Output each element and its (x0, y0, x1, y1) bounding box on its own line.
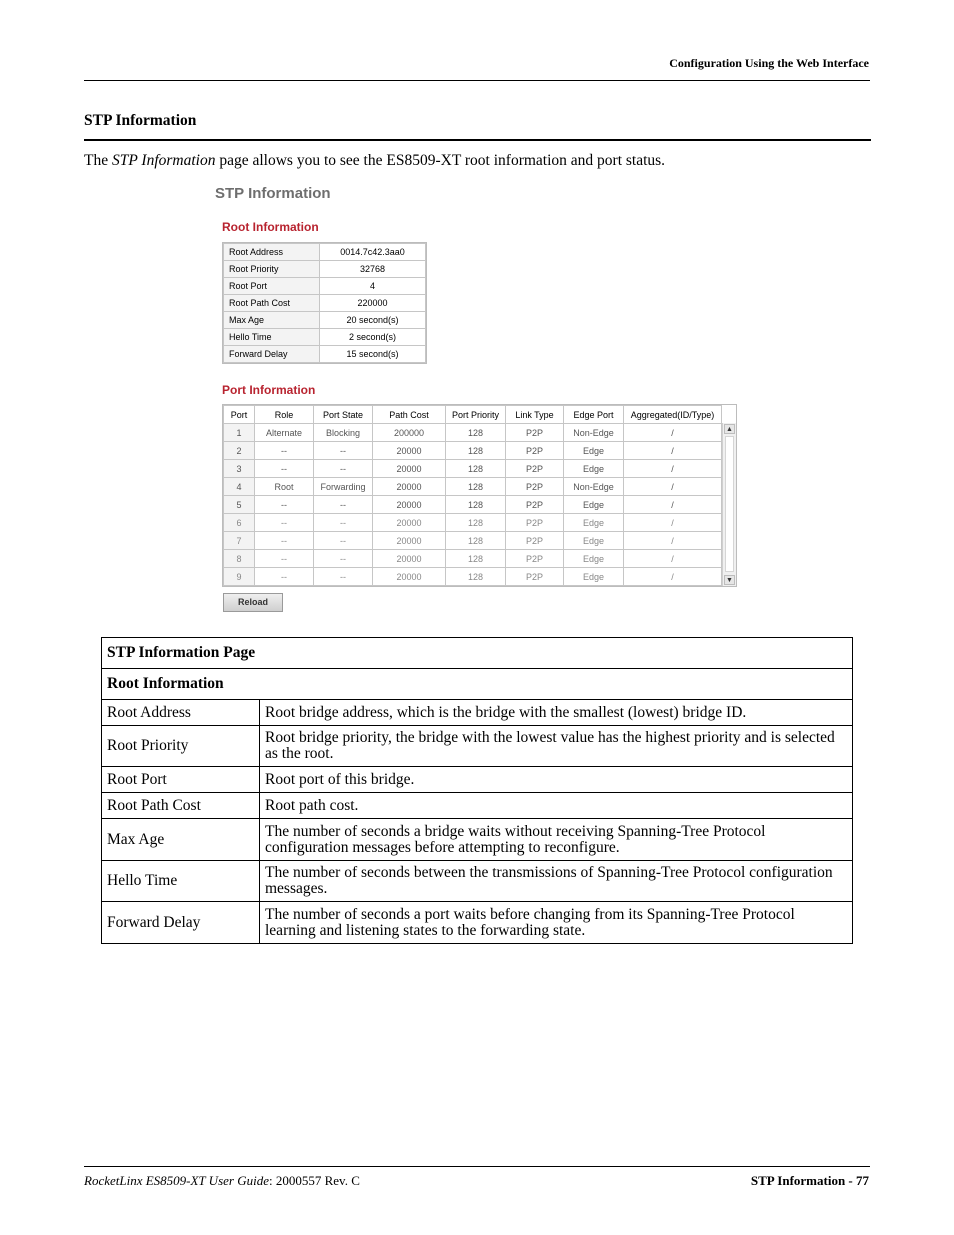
desc-row (102, 700, 853, 726)
port-cell: 20000 (373, 496, 446, 514)
root-info-label: Root Priority (224, 261, 320, 278)
port-cell: Edge (564, 568, 624, 586)
port-cell: -- (314, 442, 373, 460)
port-col-header: Port (224, 406, 255, 424)
port-cell: 128 (446, 478, 506, 496)
port-cell: -- (255, 550, 314, 568)
port-cell: -- (314, 496, 373, 514)
port-cell: 128 (446, 424, 506, 442)
port-table-scrollbar[interactable] (722, 423, 736, 586)
port-cell: -- (314, 532, 373, 550)
port-row (224, 460, 722, 478)
port-cell: P2P (506, 496, 564, 514)
port-cell: P2P (506, 424, 564, 442)
port-cell: P2P (506, 478, 564, 496)
scroll-down-arrow-icon[interactable]: ▼ (724, 575, 735, 585)
port-row (224, 478, 722, 496)
port-cell: Edge (564, 550, 624, 568)
root-info-value: 20 second(s) (320, 312, 426, 329)
desc-row (102, 819, 853, 861)
desc-row (102, 793, 853, 819)
footer-guide (84, 1173, 360, 1189)
port-cell: 20000 (373, 514, 446, 532)
desc-row (102, 902, 853, 944)
desc-table-subtitle: Root Information (102, 669, 853, 700)
desc-text: The number of seconds between the transmissions of Spanning-Tree Protocol configuration messages. (260, 861, 853, 902)
port-cell: 128 (446, 568, 506, 586)
port-number-cell: 6 (224, 514, 255, 532)
port-row (224, 550, 722, 568)
port-cell: P2P (506, 514, 564, 532)
port-cell: Blocking (314, 424, 373, 442)
port-cell: / (624, 460, 722, 478)
desc-term: Root Port (102, 767, 260, 793)
scroll-thumb[interactable] (725, 436, 734, 572)
intro-paragraph (84, 152, 665, 170)
intro-prefix: The (84, 152, 112, 169)
port-cell: Forwarding (314, 478, 373, 496)
desc-row (102, 726, 853, 767)
desc-term: Root Path Cost (102, 793, 260, 819)
root-info-value: 0014.7c42.3aa0 (320, 244, 426, 261)
port-cell: 128 (446, 442, 506, 460)
desc-term: Max Age (102, 819, 260, 861)
port-cell: / (624, 550, 722, 568)
ui-page-title: STP Information (215, 185, 331, 202)
port-cell: Edge (564, 532, 624, 550)
root-info-label: Root Port (224, 278, 320, 295)
port-cell: 20000 (373, 532, 446, 550)
port-cell: P2P (506, 568, 564, 586)
root-info-value: 2 second(s) (320, 329, 426, 346)
port-number-cell: 5 (224, 496, 255, 514)
scroll-up-arrow-icon[interactable]: ▲ (724, 424, 735, 434)
port-cell: Non-Edge (564, 478, 624, 496)
footer-guide-title: RocketLinx ES8509-XT User Guide (84, 1173, 269, 1188)
description-table (101, 637, 853, 944)
port-cell: P2P (506, 442, 564, 460)
port-cell: 20000 (373, 568, 446, 586)
port-cell: 20000 (373, 478, 446, 496)
port-cell: 20000 (373, 550, 446, 568)
port-cell: 200000 (373, 424, 446, 442)
port-number-cell: 1 (224, 424, 255, 442)
port-row (224, 532, 722, 550)
port-col-header: Path Cost (373, 406, 446, 424)
root-info-row (224, 312, 426, 329)
root-info-label: Root Path Cost (224, 295, 320, 312)
port-cell: Edge (564, 460, 624, 478)
port-cell: Edge (564, 496, 624, 514)
desc-term: Root Address (102, 700, 260, 726)
port-cell: -- (314, 514, 373, 532)
desc-table-title: STP Information Page (102, 638, 853, 669)
root-info-row (224, 329, 426, 346)
desc-text: Root bridge priority, the bridge with the lowest value has the highest priority and is selected as the root. (260, 726, 853, 767)
port-cell: -- (255, 496, 314, 514)
root-info-label: Max Age (224, 312, 320, 329)
intro-suffix: page allows you to see the ES8509-XT root information and port status. (215, 152, 666, 169)
port-cell: / (624, 568, 722, 586)
port-cell: P2P (506, 532, 564, 550)
port-cell: Root (255, 478, 314, 496)
port-cell: -- (255, 514, 314, 532)
port-cell: P2P (506, 460, 564, 478)
port-cell: 20000 (373, 442, 446, 460)
port-row (224, 424, 722, 442)
port-cell: / (624, 424, 722, 442)
port-number-cell: 4 (224, 478, 255, 496)
root-info-row (224, 278, 426, 295)
port-cell: -- (314, 568, 373, 586)
root-info-label: Root Address (224, 244, 320, 261)
port-col-header: Role (255, 406, 314, 424)
root-info-value: 4 (320, 278, 426, 295)
desc-text: Root path cost. (260, 793, 853, 819)
root-info-heading: Root Information (222, 220, 319, 234)
port-cell: / (624, 478, 722, 496)
port-cell: P2P (506, 550, 564, 568)
desc-row (102, 767, 853, 793)
root-info-row (224, 295, 426, 312)
root-info-value: 32768 (320, 261, 426, 278)
root-info-label: Hello Time (224, 329, 320, 346)
port-row (224, 442, 722, 460)
root-info-value: 220000 (320, 295, 426, 312)
footer-divider (84, 1166, 870, 1167)
port-cell: 20000 (373, 460, 446, 478)
port-number-cell: 2 (224, 442, 255, 460)
port-cell: / (624, 496, 722, 514)
port-number-cell: 9 (224, 568, 255, 586)
port-cell: / (624, 442, 722, 460)
desc-row (102, 861, 853, 902)
root-info-table (222, 242, 427, 364)
port-cell: / (624, 532, 722, 550)
footer-page-label: STP Information - 77 (750, 1173, 869, 1188)
port-cell: 128 (446, 550, 506, 568)
port-cell: 128 (446, 532, 506, 550)
port-cell: Edge (564, 442, 624, 460)
port-cell: -- (255, 442, 314, 460)
root-info-value: 15 second(s) (320, 346, 426, 363)
port-cell: Alternate (255, 424, 314, 442)
port-cell: -- (314, 460, 373, 478)
port-cell: Edge (564, 514, 624, 532)
port-cell: / (624, 514, 722, 532)
footer-guide-rev: : 2000557 Rev. C (268, 1173, 360, 1188)
root-info-label: Forward Delay (224, 346, 320, 363)
desc-text: Root bridge address, which is the bridge with the smallest (lowest) bridge ID. (260, 700, 853, 726)
port-row (224, 496, 722, 514)
root-info-row (224, 346, 426, 363)
port-number-cell: 3 (224, 460, 255, 478)
reload-button[interactable]: Reload (223, 593, 283, 612)
desc-text: The number of seconds a port waits before changing from its Spanning-Tree Protocol learning and listening states to the forwarding state. (260, 902, 853, 944)
intro-italic: STP Information (111, 152, 216, 169)
desc-term: Root Priority (102, 726, 260, 767)
section-divider (84, 139, 871, 141)
desc-term: Hello Time (102, 861, 260, 902)
header-divider (84, 80, 870, 81)
port-info-table (222, 404, 737, 587)
port-cell: -- (255, 568, 314, 586)
port-row (224, 568, 722, 586)
section-title: STP Information (84, 112, 197, 129)
port-row (224, 514, 722, 532)
port-col-header: Aggregated(ID/Type) (624, 406, 722, 424)
desc-text: Root port of this bridge. (260, 767, 853, 793)
port-cell: -- (255, 460, 314, 478)
desc-text: The number of seconds a bridge waits without receiving Spanning-Tree Protocol configuration messages before attempting to reconfigure. (260, 819, 853, 861)
root-info-row (224, 261, 426, 278)
port-col-header: Edge Port (564, 406, 624, 424)
port-info-heading: Port Information (222, 383, 316, 397)
port-col-header: Port Priority (446, 406, 506, 424)
port-number-cell: 7 (224, 532, 255, 550)
running-header: Configuration Using the Web Interface (669, 56, 869, 70)
port-cell: Non-Edge (564, 424, 624, 442)
port-col-header: Port State (314, 406, 373, 424)
port-cell: -- (314, 550, 373, 568)
port-col-header: Link Type (506, 406, 564, 424)
port-cell: 128 (446, 496, 506, 514)
port-cell: 128 (446, 460, 506, 478)
port-number-cell: 8 (224, 550, 255, 568)
port-cell: -- (255, 532, 314, 550)
desc-term: Forward Delay (102, 902, 260, 944)
root-info-row (224, 244, 426, 261)
port-cell: 128 (446, 514, 506, 532)
